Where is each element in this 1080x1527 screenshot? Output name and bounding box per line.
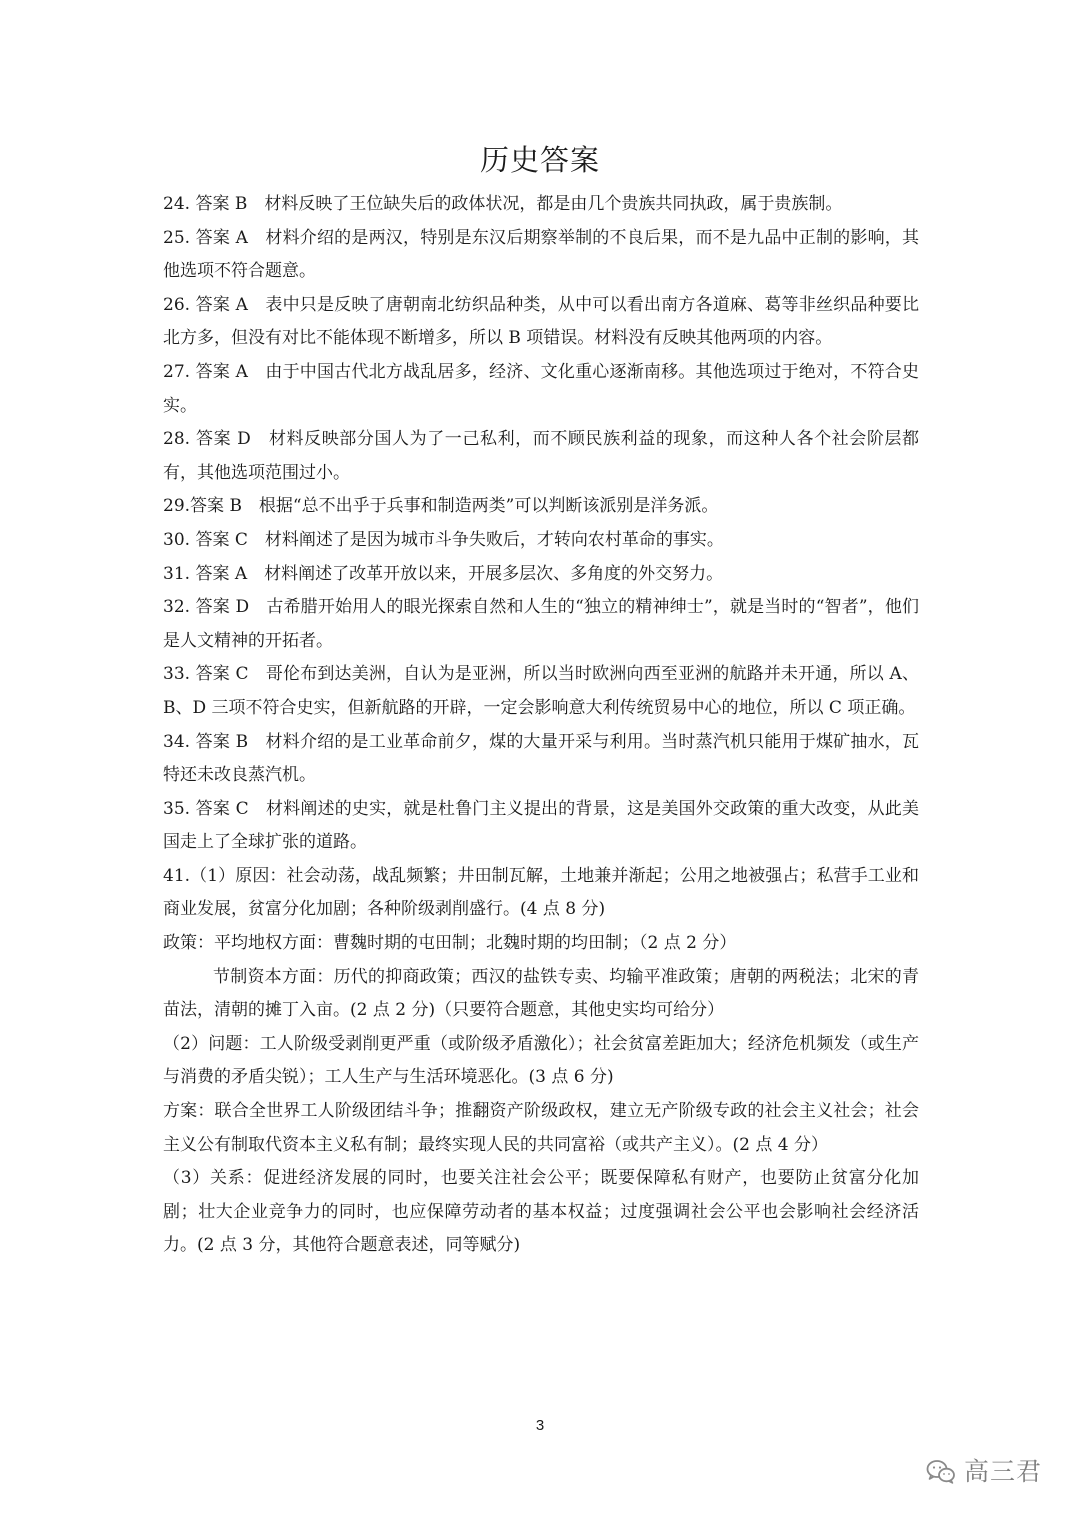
answer-paragraph: 29.答案 B 根据“总不出乎于兵事和制造两类”可以判断该派别是洋务派。: [163, 496, 719, 517]
answer-paragraph: （3）关系：促进经济发展的同时，也要关注社会公平；既要保障私有财产，也要防止贫富分化加剧；壮大企业竞争力的同时，也应保障劳动者的基本权益；过度强调社会公平也会影响社会经济活力。(2 点 3 分，其他符合题意表述，同等赋分): [163, 1168, 919, 1256]
page-title: 历史答案: [479, 143, 600, 177]
watermark: [926, 1452, 1042, 1492]
page-number: 3: [535, 1417, 545, 1434]
answer-paragraph: 28. 答案 D 材料反映部分国人为了一己私利，而不顾民族利益的现象，而这种人各个社会阶层都有，其他选项范围过小。: [163, 429, 919, 483]
answer-paragraph: 政策：平均地权方面：曹魏时期的屯田制；北魏时期的均田制；（2 点 2 分）: [163, 933, 737, 954]
answer-list: [163, 188, 919, 1263]
answer-paragraph: 27. 答案 A 由于中国古代北方战乱居多，经济、文化重心逐渐南移。其他选项过于绝对，不符合史实。: [163, 361, 919, 416]
answer-paragraph: 26. 答案 A 表中只是反映了唐朝南北纺织品种类，从中可以看出南方各道麻、葛等非丝织品种要比北方多，但没有对比不能体现不断增多，所以 B 项错误。材料没有反映其他两项的内容。: [163, 294, 919, 349]
answer-paragraph: 方案：联合全世界工人阶级团结斗争；推翻资产阶级政权，建立无产阶级专政的社会主义社会；社会主义公有制取代资本主义私有制；最终实现人民的共同富裕（或共产主义）。(2 点 4 分）: [163, 1101, 919, 1155]
answer-paragraph: 30. 答案 C 材料阐述了是因为城市斗争失败后，才转向农村革命的事实。: [163, 529, 724, 550]
watermark-text: 高三君: [964, 1457, 1043, 1486]
answer-paragraph: 24. 答案 B 材料反映了王位缺失后的政体状况，都是由几个贵族共同执政，属于贵族制。: [163, 194, 843, 214]
answer-paragraph: 41.（1）原因：社会动荡，战乱频繁；井田制瓦解，土地兼并渐起；公用之地被强占；私营手工业和商业发展，贫富分化加剧；各种阶级剥削盛行。(4 点 8 分): [163, 865, 919, 920]
answer-paragraph: 35. 答案 C 材料阐述的史实，就是杜鲁门主义提出的背景，这是美国外交政策的重大改变，从此美国走上了全球扩张的道路。: [163, 798, 919, 853]
answer-paragraph: 32. 答案 D 古希腊开始用人的眼光探索自然和人生的“独立的精神绅士”，就是当时的“智者”，他们是人文精神的开拓者。: [163, 597, 919, 651]
answer-paragraph: 31. 答案 A 材料阐述了改革开放以来，开展多层次、多角度的外交努力。: [163, 563, 724, 584]
answer-paragraph: 33. 答案 C 哥伦布到达美洲，自认为是亚洲，所以当时欧洲向西至亚洲的航路并未开通，所以 A、B、D 三项不符合史实，但新航路的开辟，一定会影响意大利传统贸易中心的地位，所以 C 项正确。: [163, 664, 919, 718]
answer-paragraph: 节制资本方面：历代的抑商政策；西汉的盐铁专卖、均输平准政策；唐朝的两税法；北宋的青苗法，清朝的摊丁入亩。(2 点 2 分)（只要符合题意，其他史实均可给分）: [163, 966, 919, 1021]
answer-paragraph: 34. 答案 B 材料介绍的是工业革命前夕，煤的大量开采与利用。当时蒸汽机只能用于煤矿抽水，瓦特还未改良蒸汽机。: [163, 731, 919, 786]
answer-paragraph: （2）问题：工人阶级受剥削更严重（或阶级矛盾激化）；社会贫富差距加大；经济危机频发（或生产与消费的矛盾尖锐）；工人生产与生活环境恶化。(3 点 6 分): [163, 1033, 919, 1088]
answer-paragraph: 25. 答案 A 材料介绍的是两汉，特别是东汉后期察举制的不良后果，而不是九品中正制的影响，其他选项不符合题意。: [163, 227, 919, 282]
wechat-icon: [926, 1459, 956, 1485]
